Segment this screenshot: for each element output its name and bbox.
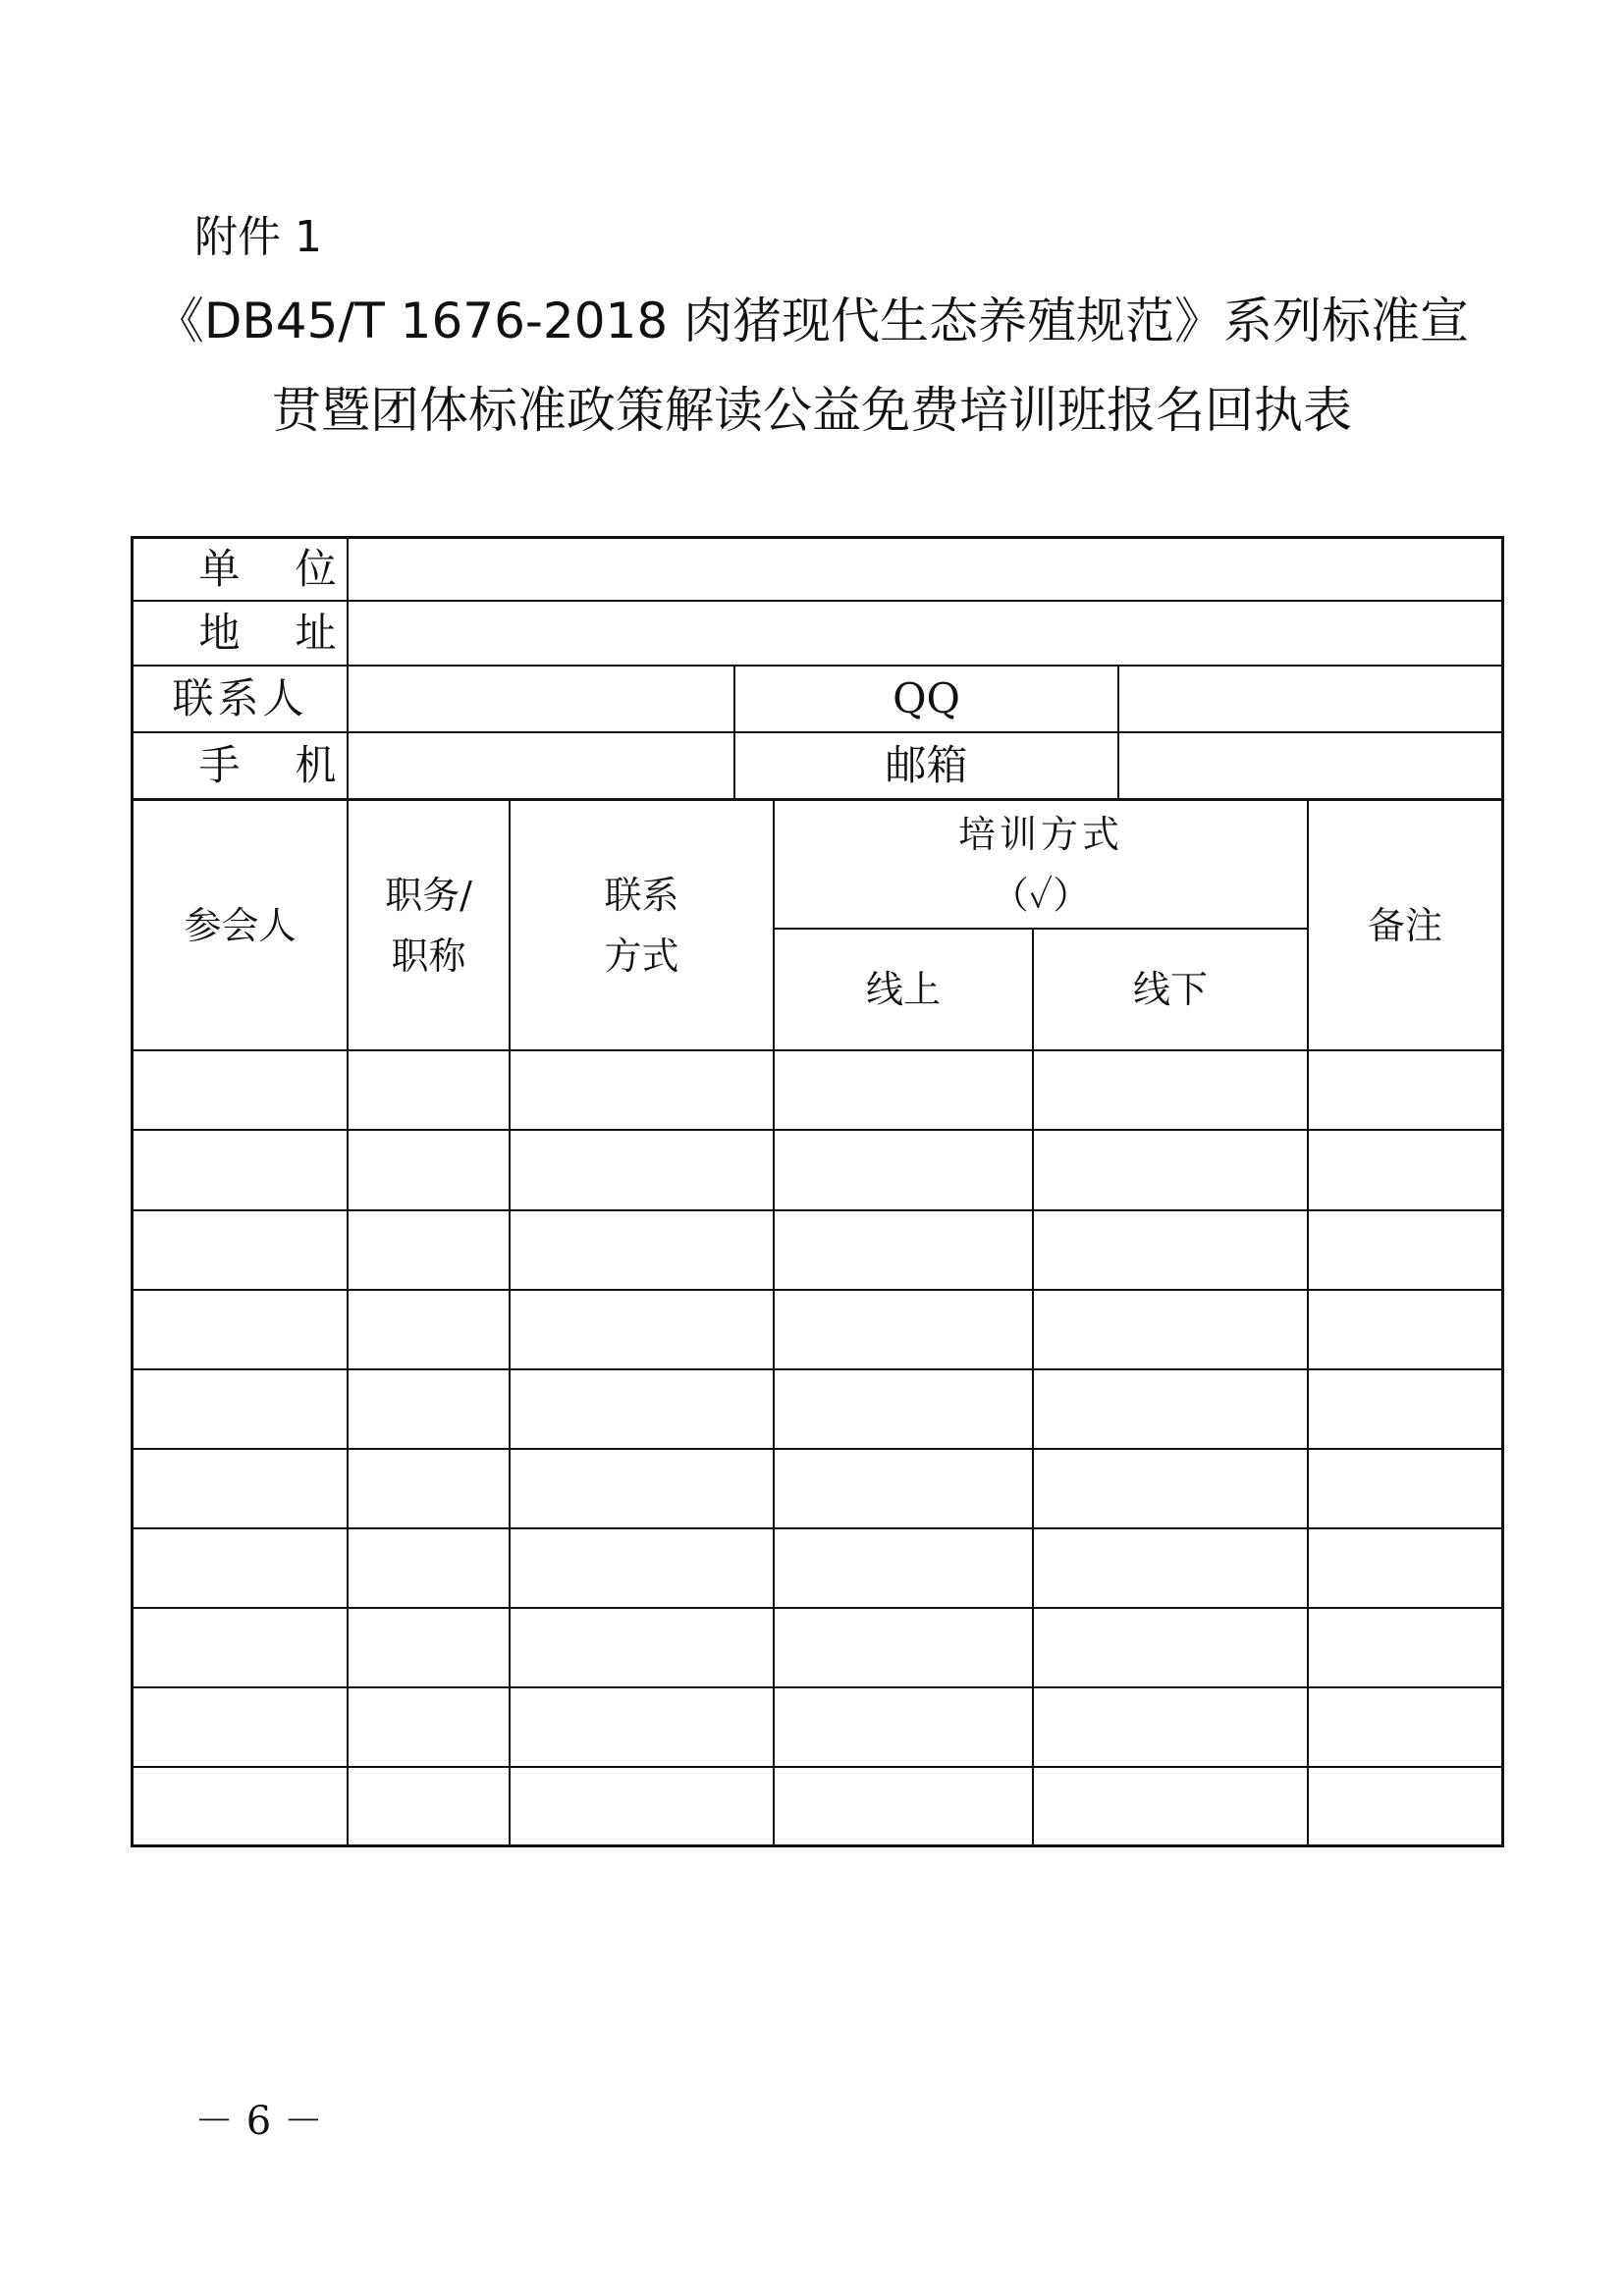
- qq-label: QQ: [893, 674, 960, 722]
- column-divider: [1032, 928, 1034, 1847]
- position-column-header: [349, 801, 509, 1049]
- data-row-divider: [131, 1686, 1504, 1688]
- unit-label: 单位: [198, 545, 392, 593]
- online-column-header: 线上: [865, 968, 941, 1011]
- training-method-header-line-1: 培训方式: [957, 812, 1123, 856]
- contact-method-header-line-2: 方式: [604, 934, 679, 978]
- data-row-divider: [131, 1368, 1504, 1370]
- training-method-header: [775, 801, 1307, 928]
- contact-method-column-header: [511, 801, 773, 1049]
- address-label: 地址: [198, 609, 392, 657]
- contact-column-divider: [1117, 665, 1119, 799]
- data-row-divider: [131, 1607, 1504, 1609]
- attachment-label: 附件 1: [194, 212, 322, 262]
- data-row-divider: [131, 1289, 1504, 1291]
- attendee-column-header: 参会人: [184, 903, 297, 947]
- email-label: 邮箱: [885, 741, 968, 789]
- page-title-line-2: 贯暨团体标准政策解读公益免费培训班报名回执表: [272, 382, 1352, 439]
- page-title-line-1: 《DB45/T 1676-2018 肉猪现代生态养殖规范》系列标准宣: [154, 293, 1470, 349]
- training-method-header-line-2: （✓）: [991, 873, 1091, 917]
- data-row-divider: [131, 1209, 1504, 1211]
- data-row-divider: [131, 1129, 1504, 1131]
- header-bottom-divider: [131, 1049, 1504, 1051]
- remark-column-header: 备注: [1367, 903, 1442, 947]
- offline-column-header: 线下: [1132, 968, 1208, 1011]
- contact-method-header-line-1: 联系: [604, 873, 679, 917]
- data-row-divider: [131, 1527, 1504, 1529]
- contact-person-label: 联系人: [172, 674, 308, 722]
- data-row-divider: [131, 1448, 1504, 1450]
- position-header-line-2: 职称: [391, 934, 466, 978]
- data-row-divider: [131, 1766, 1504, 1768]
- phone-label: 手机: [198, 741, 392, 789]
- position-header-line-1: 职务/: [385, 873, 472, 917]
- page-number: － 6 －: [194, 2099, 323, 2144]
